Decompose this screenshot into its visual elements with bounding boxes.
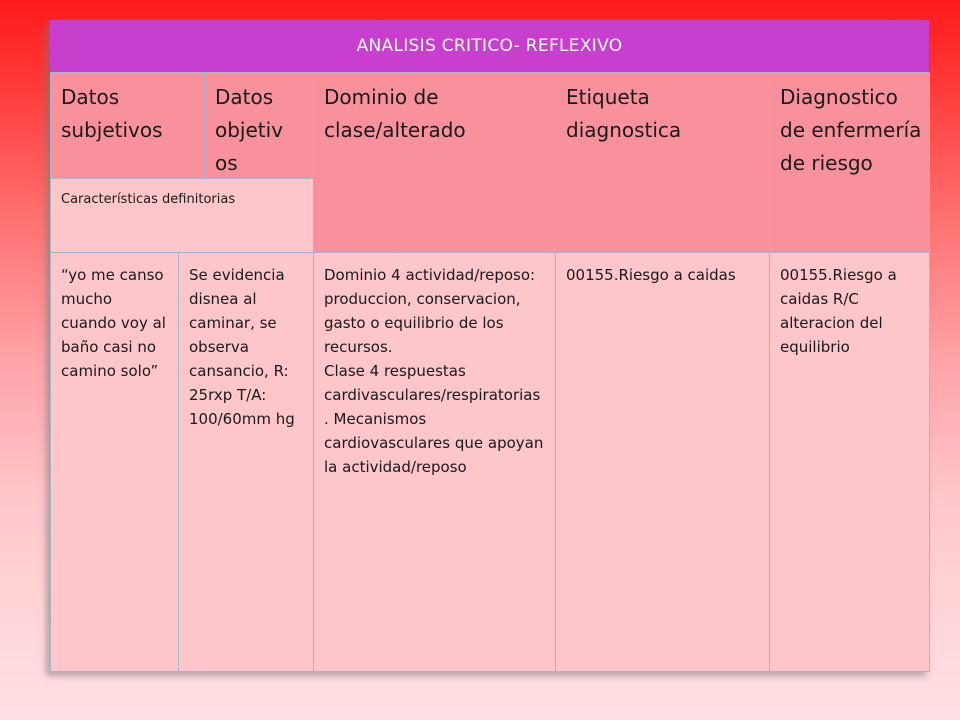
header-datos-subjetivos: Datos subjetivos bbox=[50, 73, 205, 179]
header-dominio: Dominio de clase/alterado bbox=[314, 73, 556, 253]
cell-diagnostico: 00155.Riesgo a caidas R/C alteracion del equilibrio bbox=[770, 253, 930, 672]
cell-etiqueta: 00155.Riesgo a caidas bbox=[556, 253, 770, 672]
header-diagnostico: Diagnostico de enfermería de riesgo bbox=[770, 73, 930, 253]
subheader-caracteristicas: Características definitorias bbox=[50, 179, 314, 253]
cell-dominio: Dominio 4 actividad/reposo: produccion, conservacion, gasto o equilibrio de los recursos. Clase 4 respuestas cardivasculares/respiratorias. Mecanismos cardiovasculares que apoyan la actividad/reposo bbox=[314, 253, 556, 672]
header-datos-objetivos: Datos objetiv os bbox=[205, 73, 314, 179]
header-etiqueta: Etiqueta diagnostica bbox=[556, 73, 770, 253]
analysis-table bbox=[50, 20, 930, 672]
cell-subjetivos: “yo me canso mucho cuando voy al baño casi no camino solo” bbox=[50, 253, 179, 672]
table-title: ANALISIS CRITICO- REFLEXIVO bbox=[50, 20, 930, 73]
cell-objetivos: Se evidencia disnea al caminar, se observa cansancio, R: 25rxp T/A: 100/60mm hg bbox=[179, 253, 314, 672]
